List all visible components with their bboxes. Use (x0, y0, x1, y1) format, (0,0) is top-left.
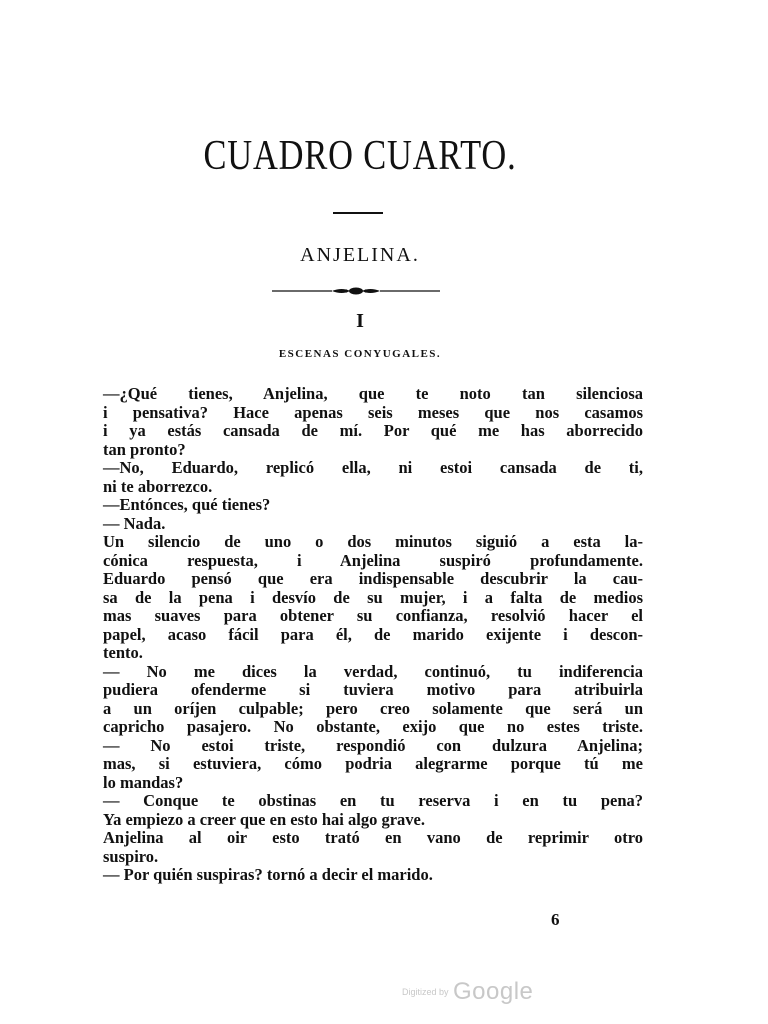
text-line: —¿Qué tienes, Anjelina, que te noto tan silenciosa (103, 384, 643, 403)
text-line: — No me dices la verdad, continuó, tu indiferencia (103, 661, 643, 681)
google-logo: Google (452, 978, 534, 1005)
page-number: 6 (551, 910, 560, 929)
text-line: tento. (103, 643, 143, 662)
text-line: — Conque te obstinas en tu reserva i en tu pena? (103, 791, 643, 810)
text-line: i pensativa? Hace apenas seis meses que nos casamos (103, 402, 643, 422)
text-line: i ya estás cansada de mí. Por qué me has aborrecido (103, 421, 643, 440)
text-line: — Nada. (103, 513, 166, 533)
section-heading: ESCENAS CONYUGALES. (278, 348, 442, 360)
text-line: cónica respuesta, i Anjelina suspiró profundamente. (103, 550, 643, 570)
text-line: Anjelina al oir esto trató en vano de reprimir otro (103, 828, 643, 847)
chapter-title: CUADRO CUARTO. (203, 133, 517, 179)
text-line: —No, Eduardo, replicó ella, ni estoi cansada de ti, (103, 458, 643, 477)
text-line: —Entónces, qué tienes? (103, 495, 271, 514)
text-line: capricho pasajero. No obstante, exijo que no estes triste. (103, 717, 643, 736)
text-line: papel, acaso fácil para él, de marido exijente i descon- (103, 624, 643, 644)
text-line: sa de la pena i desvío de su mujer, i a falta de medios (103, 587, 643, 607)
text-line: ni te aborrezco. (103, 476, 213, 496)
short-rule-divider (333, 212, 383, 214)
ornamental-rule-icon (272, 283, 440, 299)
text-line: mas suaves para obtener su confianza, resolvió hacer el (103, 606, 643, 625)
text-line: — No estoi triste, respondió con dulzura Anjelina; (103, 735, 643, 755)
text-line: Un silencio de uno o dos minutos siguió a esta la- (103, 532, 643, 551)
text-line: mas, si estuviera, cómo podria alegrarme porque tú me (103, 754, 643, 773)
text-line: a un oríjen culpable; pero creo solamente que será un (103, 698, 643, 718)
section-number: I (356, 310, 364, 332)
text-line: — Por quién suspiras? tornó a decir el marido. (103, 865, 433, 884)
text-line: tan pronto? (103, 439, 186, 459)
digitized-watermark (402, 978, 533, 1006)
text-line: suspiro. (103, 846, 159, 866)
text-line: pudiera ofenderme si tuviera motivo para atribuirla (103, 680, 643, 699)
text-line: Eduardo pensó que era indispensable descubrir la cau- (103, 569, 643, 588)
text-line: Ya empiezo a creer que en esto hai algo grave. (103, 809, 425, 829)
body-text (103, 385, 643, 885)
text-line: lo mandas? (103, 772, 184, 792)
chapter-subtitle: ANJELINA. (300, 244, 420, 266)
watermark-prefix: Digitized by (402, 987, 449, 997)
